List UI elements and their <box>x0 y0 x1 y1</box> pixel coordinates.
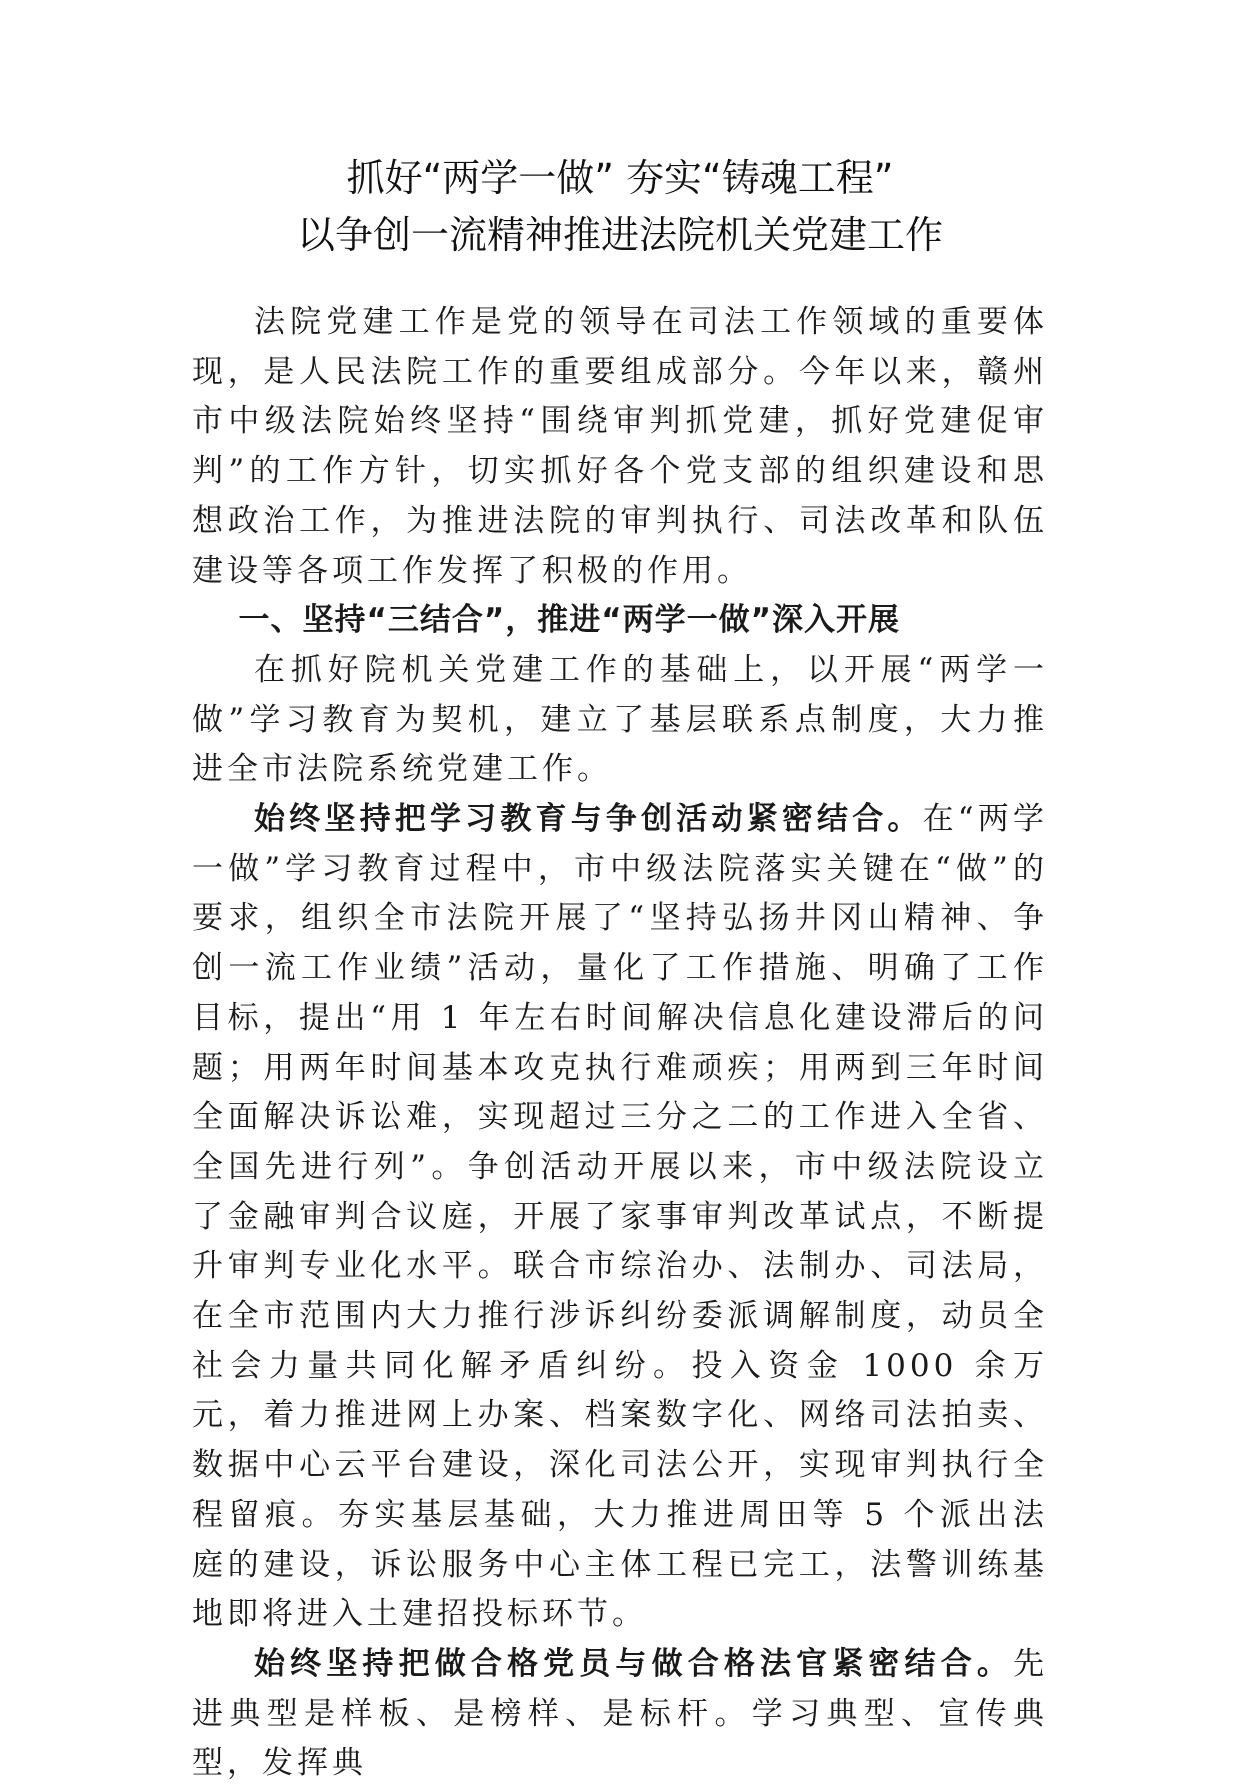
section-heading-1: 一、坚持“三结合”，推进“两学一做”深入开展 <box>238 602 900 639</box>
section1-intro-paragraph: 在抓好院机关党建工作的基础上，以开展“两学一做”学习教育为契机，建立了基层联系点制度，大力推进全市法院系统党建工作。 <box>192 651 1048 788</box>
point1-paragraph <box>192 795 1048 1640</box>
point2-paragraph <box>192 1640 1048 1789</box>
point1-body: 在“两学一做”学习教育过程中，市中级法院落实关键在“做”的要求，组织全市法院开展了“坚持弘扬井冈山精神、争创一流工作业绩”活动，量化了工作措施、明确了工作目标，提出“用 1 年左右时间解决信息化建设滞后的问题；用两年时间基本攻克执行难顽疾；用两到三年时间全面解决诉讼难，实现超过三分之二的工作进入全省、全国先进行列”。争创活动开展以来，市中级法院设立了金融审判合议庭，开展了家事审判改革试点，不断提升审判专业化水平。联合市综治办、法制办、司法局，在全市范围内大力推行涉诉纠纷委派调解制度，动员全社会力量共同化解矛盾纠纷。投入资金 1000 余万元，着力推进网上办案、档案数字化、网络司法拍卖、数据中心云平台建设，深化司法公开，实现审判执行全程留痕。夯实基层基础，大力推进周田等 5 个派出法庭的建设，诉讼服务中心主体工程已完工，法警训练基地即将进入土建招投标环节。 <box>192 801 1048 1633</box>
point1-lead: 始终坚持把学习教育与争创活动紧密结合。 <box>254 801 923 838</box>
point2-body: 先进典型是样板、是榜样、是标杆。学习典型、宣传典型，发挥典 <box>192 1645 1048 1782</box>
title-line-1: 抓好“两学一做” 夯实“铸魂工程” <box>346 156 894 200</box>
intro-paragraph: 法院党建工作是党的领导在司法工作领域的重要体现，是人民法院工作的重要组成部分。今年以来，赣州市中级法院始终坚持“围绕审判抓党建，抓好党建促审判”的工作方针，切实抓好各个党支部的组织建设和思想政治工作，为推进法院的审判执行、司法改革和队伍建设等各项工作发挥了积极的作用。 <box>192 304 1048 589</box>
point2-lead: 始终坚持把做合格党员与做合格法官紧密结合。 <box>254 1645 1013 1682</box>
document-title <box>0 150 1240 264</box>
title-line-2: 以争创一流精神推进法院机关党建工作 <box>296 213 943 257</box>
document-body <box>192 298 1048 1789</box>
